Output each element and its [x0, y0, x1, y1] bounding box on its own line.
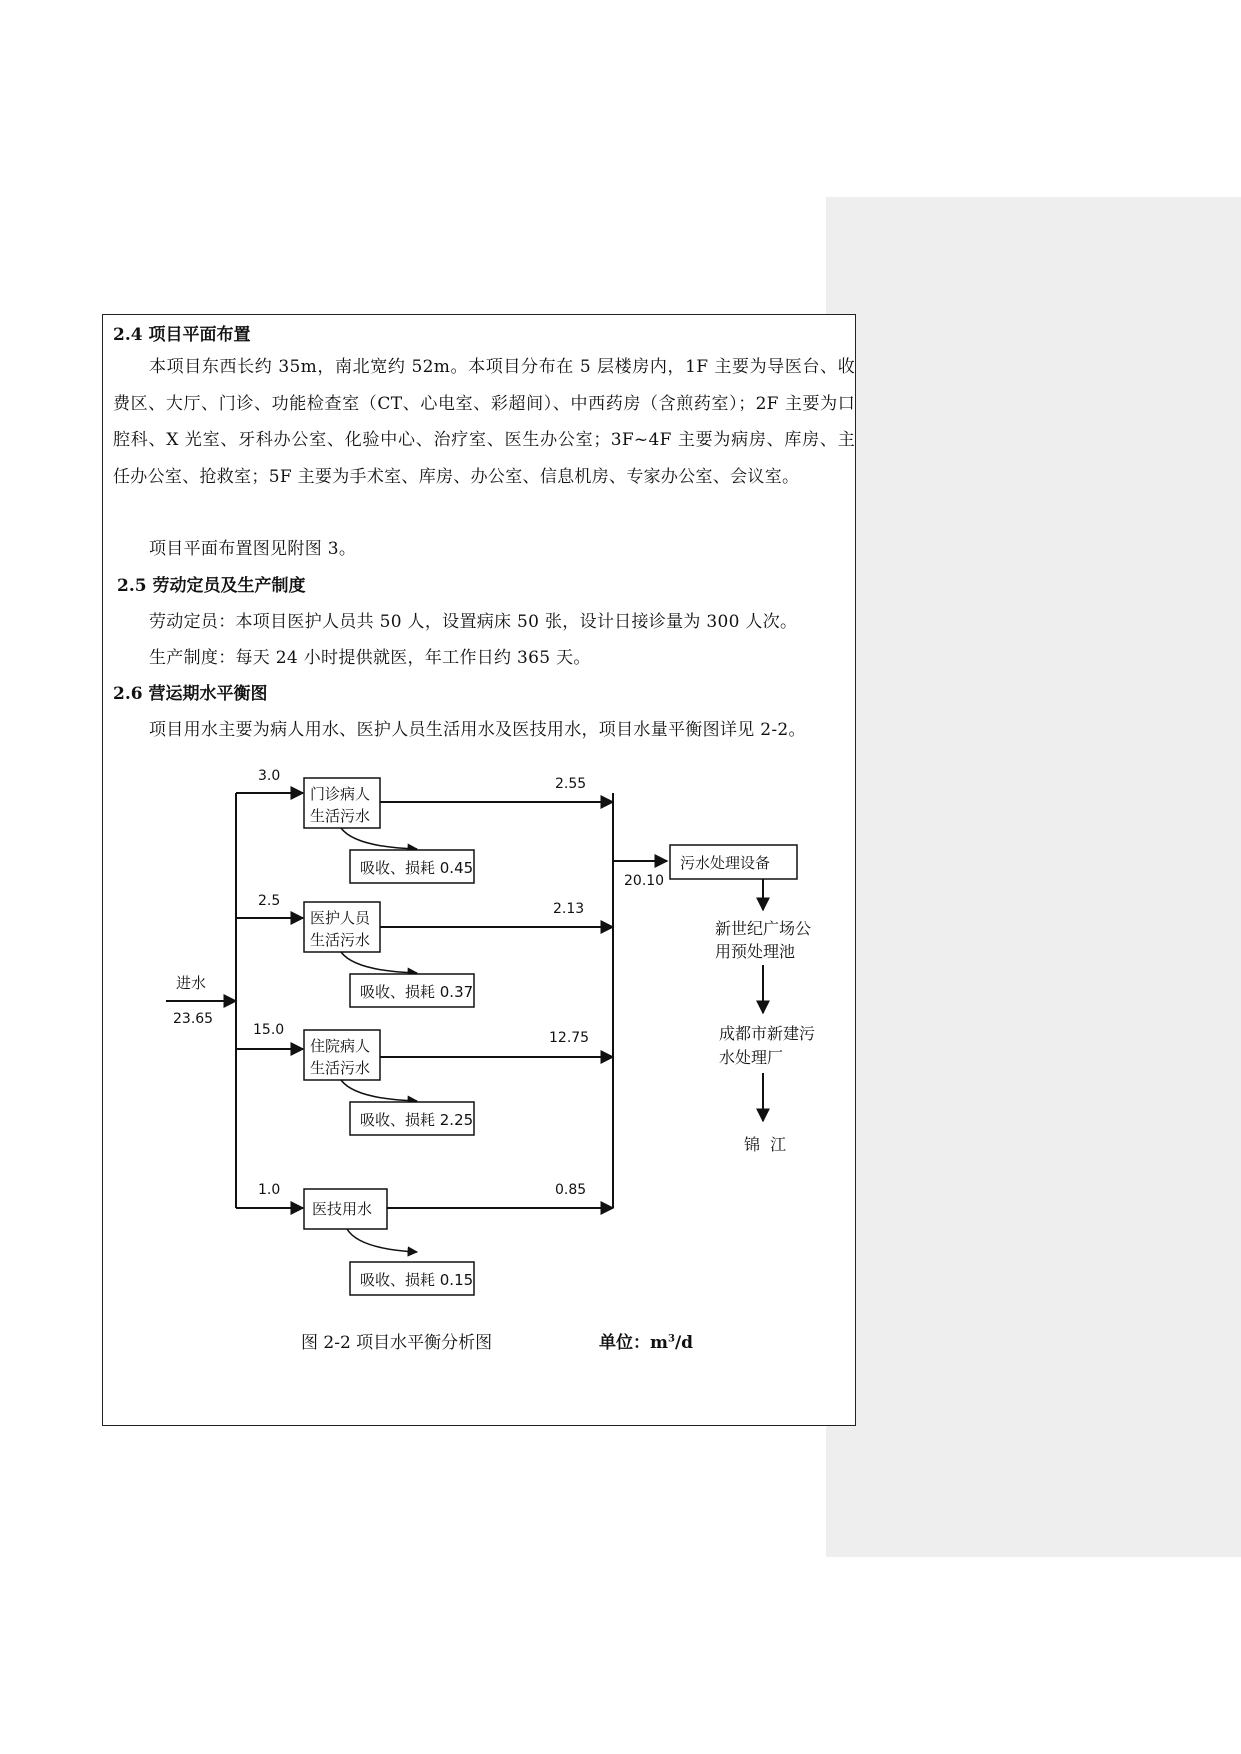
pretreatment-line1: 新世纪广场公 — [715, 919, 812, 938]
treatment-label: 污水处理设备 — [680, 854, 771, 872]
comment-pane — [826, 197, 1241, 1557]
branch-2-output: 2.13 — [553, 901, 585, 917]
schedule-text: 生产制度：每天 24 小时提供就医，年工作日约 365 天。 — [149, 648, 591, 668]
unit-superscript: 3 — [668, 1333, 675, 1345]
section-2-5-heading: 2.5 劳动定员及生产制度 — [117, 576, 306, 596]
branch-3-label-line2: 生活污水 — [310, 1059, 371, 1077]
branch-3-loss: 吸收、损耗 2.25 — [360, 1111, 474, 1129]
pretreatment-line2: 用预处理池 — [715, 942, 796, 961]
branch-4-label-line1: 医技用水 — [312, 1200, 373, 1218]
branch-1-input: 3.0 — [258, 768, 281, 784]
plant-line1: 成都市新建污 — [719, 1024, 816, 1043]
inlet-value: 23.65 — [173, 1011, 214, 1027]
plant-line2: 水处理厂 — [719, 1048, 784, 1067]
river-label: 锦 江 — [744, 1135, 787, 1154]
inlet-label: 进水 — [176, 974, 207, 992]
water-use-intro: 项目用水主要为病人用水、医护人员生活用水及医技用水，项目水量平衡图详见 2-2。 — [149, 720, 806, 740]
unit-label — [599, 1328, 693, 1353]
merged-value: 20.10 — [624, 873, 665, 889]
unit-tail: /d — [674, 1333, 694, 1353]
branch-2-label-line2: 生活污水 — [310, 931, 371, 949]
branch-4-loss-arrow — [347, 1229, 417, 1252]
branch-1-label-line1: 门诊病人 — [310, 785, 371, 803]
branch-3-output: 12.75 — [549, 1030, 590, 1046]
branch-4-input: 1.0 — [258, 1182, 281, 1198]
branch-3-loss-arrow — [341, 1080, 417, 1101]
branch-2-loss-arrow — [341, 952, 417, 973]
branch-1-output: 2.55 — [555, 776, 587, 792]
water-balance-diagram — [103, 315, 857, 1315]
branch-1-loss: 吸收、损耗 0.45 — [360, 859, 474, 877]
branch-2-label-line1: 医护人员 — [310, 909, 371, 927]
branch-3-label-line1: 住院病人 — [310, 1037, 371, 1055]
staffing-text: 劳动定员：本项目医护人员共 50 人，设置病床 50 张，设计日接诊量为 300 人次。 — [149, 612, 798, 632]
section-2-4-heading: 2.4 项目平面布置 — [113, 325, 251, 345]
branch-4-loss: 吸收、损耗 0.15 — [360, 1271, 474, 1289]
branch-4-output: 0.85 — [555, 1182, 587, 1198]
branch-1-loss-arrow — [341, 828, 417, 849]
layout-reference: 项目平面布置图见附图 3。 — [149, 539, 357, 559]
branch-2-loss: 吸收、损耗 0.37 — [360, 983, 474, 1001]
unit-label-text: 单位：m — [599, 1333, 668, 1353]
branch-1-label-line2: 生活污水 — [310, 807, 371, 825]
document-frame — [102, 314, 856, 1426]
branch-2-input: 2.5 — [258, 893, 281, 909]
branch-3-input: 15.0 — [253, 1022, 285, 1038]
section-2-4-paragraph: 本项目东西长约 35m，南北宽约 52m。本项目分布在 5 层楼房内，1F 主要为导医台、收费区、大厅、门诊、功能检查室（CT、心电室、彩超间）、中西药房（含煎药室）；2F 主要为口腔科、X 光室、牙科办公室、化验中心、治疗室、医生办公室；3F~4F 主要为病房、库房、主任办公室、抢救室；5F 主要为手术室、库房、办公室、信息机房、专家办公室、会议室。 — [113, 357, 855, 487]
figure-caption: 图 2-2 项目水平衡分析图 — [301, 1333, 493, 1353]
section-2-6-heading: 2.6 营运期水平衡图 — [113, 684, 268, 704]
